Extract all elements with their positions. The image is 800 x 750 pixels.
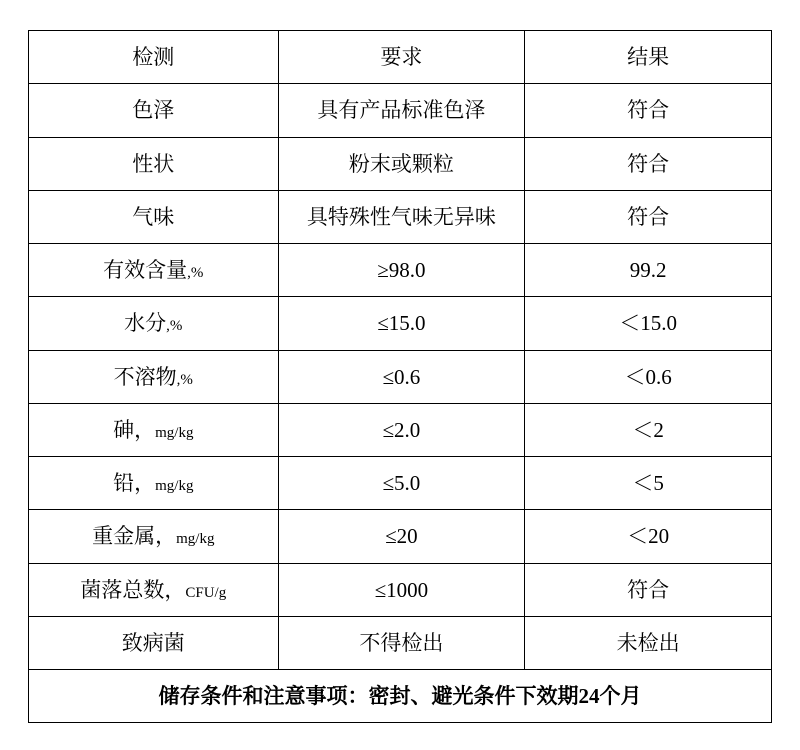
cell-requirement: ≤0.6 — [278, 350, 525, 403]
item-label: 菌落总数， — [80, 577, 186, 602]
table-row — [29, 616, 772, 669]
cell-item — [29, 403, 279, 456]
item-label: 性状 — [132, 151, 175, 176]
cell-result: ＜15.0 — [525, 297, 772, 350]
table-row — [29, 244, 772, 297]
cell-result: ＜2 — [525, 403, 772, 456]
cell-requirement: ≤2.0 — [278, 403, 525, 456]
header-cell-result: 结果 — [525, 31, 772, 84]
item-unit: CFU/g — [185, 584, 227, 601]
cell-result: ＜0.6 — [525, 350, 772, 403]
cell-result: ＜5 — [525, 457, 772, 510]
table-row — [29, 137, 772, 190]
cell-item — [29, 84, 279, 137]
cell-item — [29, 350, 279, 403]
cell-item — [29, 297, 279, 350]
cell-item — [29, 563, 279, 616]
table-row — [29, 510, 772, 563]
table-body — [29, 31, 772, 723]
cell-item — [29, 510, 279, 563]
cell-requirement: ≤1000 — [278, 563, 525, 616]
spec-table-container — [28, 30, 772, 723]
item-unit: ,% — [187, 265, 204, 281]
table-row — [29, 457, 772, 510]
cell-result: 符合 — [525, 190, 772, 243]
cell-requirement: 不得检出 — [278, 616, 525, 669]
cell-requirement: ≤15.0 — [278, 297, 525, 350]
table-row — [29, 84, 772, 137]
header-cell-item: 检测 — [29, 31, 279, 84]
item-label: 水分 — [124, 311, 167, 336]
table-footer-row — [29, 670, 772, 723]
table-row — [29, 190, 772, 243]
table-row — [29, 350, 772, 403]
cell-result: 99.2 — [525, 244, 772, 297]
cell-requirement: 具特殊性气味无异味 — [278, 190, 525, 243]
item-unit: ,% — [166, 318, 183, 335]
header-cell-requirement: 要求 — [278, 31, 525, 84]
cell-item — [29, 616, 279, 669]
cell-requirement: ≥98.0 — [278, 244, 525, 297]
item-unit: mg/kg — [155, 478, 194, 494]
table-header-row — [29, 31, 772, 84]
storage-note: 储存条件和注意事项：密封、避光条件下效期24个月 — [29, 670, 772, 723]
item-label: 砷， — [113, 417, 156, 442]
specification-table — [28, 30, 772, 723]
table-row — [29, 563, 772, 616]
cell-result: 符合 — [525, 137, 772, 190]
cell-requirement: 粉末或颗粒 — [278, 137, 525, 190]
item-label: 气味 — [132, 204, 175, 229]
cell-item — [29, 244, 279, 297]
cell-requirement: ≤20 — [278, 510, 525, 563]
cell-requirement: ≤5.0 — [278, 457, 525, 510]
item-unit: mg/kg — [155, 424, 194, 441]
item-label: 不溶物 — [113, 364, 177, 389]
cell-requirement: 具有产品标准色泽 — [278, 84, 525, 137]
cell-item — [29, 137, 279, 190]
cell-result: 未检出 — [525, 616, 772, 669]
item-unit: ,% — [176, 371, 193, 388]
cell-item — [29, 457, 279, 510]
cell-result: ＜20 — [525, 510, 772, 563]
item-label: 有效含量 — [103, 258, 188, 282]
item-unit: mg/kg — [176, 531, 215, 548]
item-label: 色泽 — [132, 98, 175, 123]
table-row — [29, 297, 772, 350]
cell-item — [29, 190, 279, 243]
item-label: 致病菌 — [121, 630, 185, 655]
item-label: 重金属， — [92, 524, 177, 549]
item-label: 铅， — [113, 471, 156, 495]
cell-result: 符合 — [525, 563, 772, 616]
table-row — [29, 403, 772, 456]
cell-result: 符合 — [525, 84, 772, 137]
